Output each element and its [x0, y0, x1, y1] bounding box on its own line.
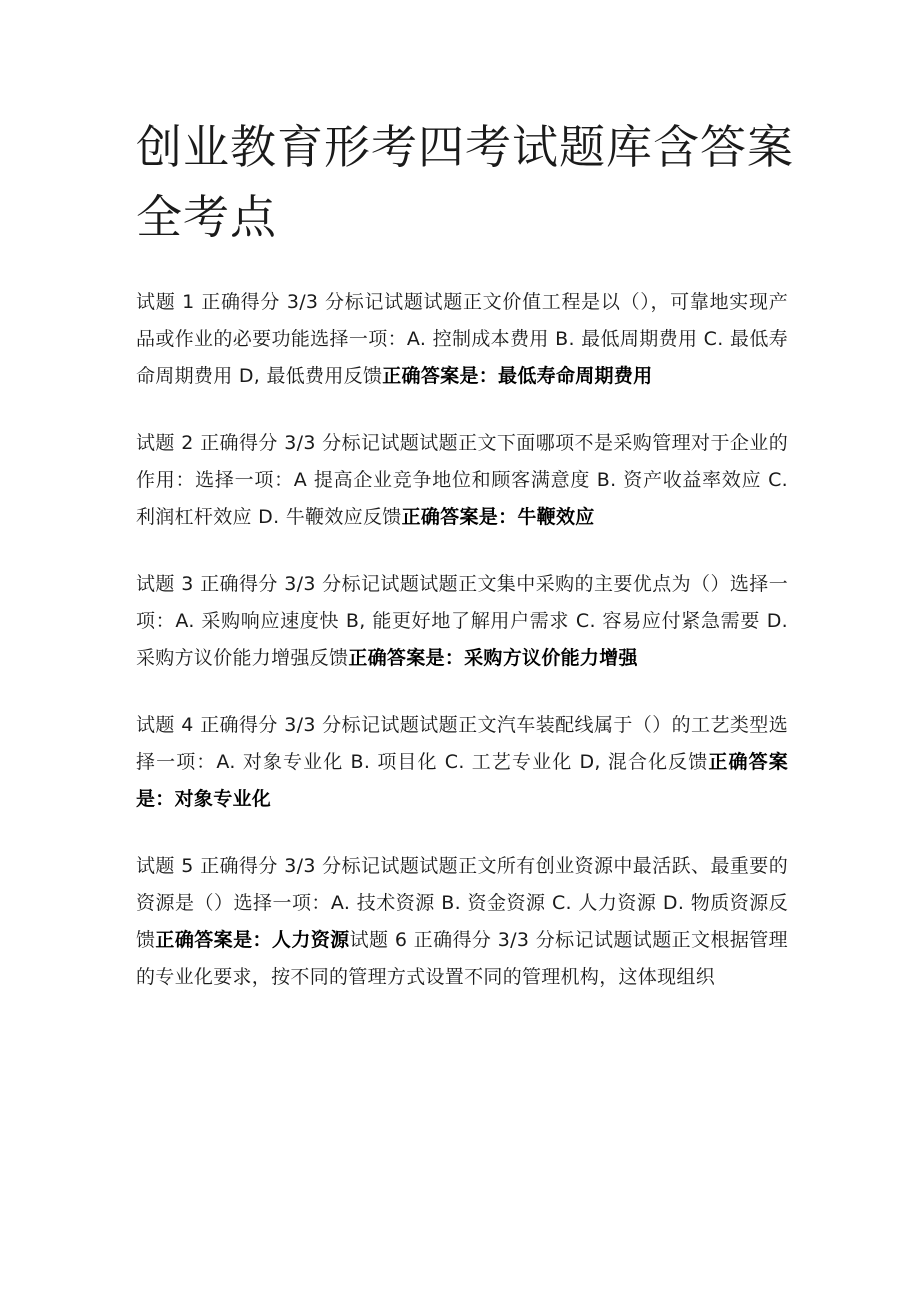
correct-answer: 正确答案是：最低寿命周期费用	[382, 365, 653, 387]
question-text: 试题 4 正确得分 3/3 分标记试题试题正文汽车装配线属于（）的工艺类型选择一项：A. 对象专业化 B. 项目化 C. 工艺专业化 D, 混合化反馈	[136, 714, 788, 773]
question-4	[136, 707, 788, 818]
question-text: 试题 5 正确得分 3/3 分标记试题试题正文所有创业资源中最活跃、最重要的资源是（）选择一项：A. 技术资源 B. 资金资源 C. 人力资源 D. 物质资源反馈	[136, 855, 788, 951]
question-1	[136, 284, 788, 395]
correct-answer: 正确答案是：人力资源	[155, 929, 350, 951]
question-text: 试题 2 正确得分 3/3 分标记试题试题正文下面哪项不是采购管理对于企业的作用：选择一项：A 提高企业竞争地位和顾客满意度 B. 资产收益率效应 C. 利润杠杆效应 D. 牛鞭效应反馈	[136, 432, 788, 528]
question-text: 试题 3 正确得分 3/3 分标记试题试题正文集中采购的主要优点为（）选择一项：A. 采购响应速度快 B, 能更好地了解用户需求 C. 容易应付紧急需要 D. 采购方议价能力增强反馈	[136, 573, 788, 669]
correct-answer: 正确答案是：牛鞭效应	[401, 506, 595, 528]
question-6-text: 试题 6 正确得分 3/3 分标记试题试题正文根据管理的专业化要求，按不同的管理方式设置不同的管理机构，这体现组织	[136, 929, 788, 988]
document-body	[136, 284, 788, 1026]
document-title: 创业教育形考四考试题库含答案全考点	[136, 120, 794, 244]
question-2	[136, 425, 788, 536]
question-5	[136, 848, 788, 996]
correct-answer: 正确答案是：采购方议价能力增强	[348, 647, 638, 669]
question-3	[136, 566, 788, 677]
question-text: 试题 1 正确得分 3/3 分标记试题试题正文价值工程是以（），可靠地实现产品或作业的必要功能选择一项：A. 控制成本费用 B. 最低周期费用 C. 最低寿命周期费用 D, 最低费用反馈	[136, 291, 788, 387]
correct-answer: 正确答案是：对象专业化	[136, 751, 788, 810]
